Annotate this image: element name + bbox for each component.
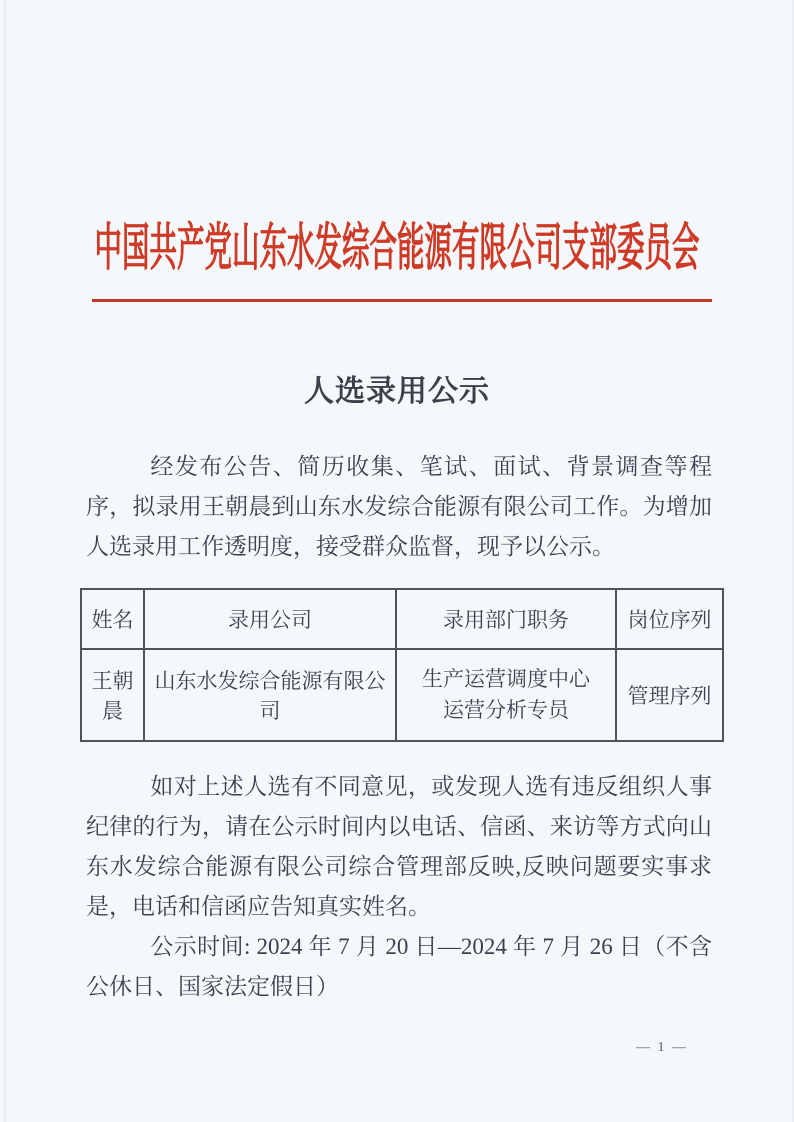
letterhead-divider — [92, 299, 712, 302]
candidate-table-body — [81, 649, 723, 741]
candidate-table — [80, 588, 724, 742]
cell-sequence: 管理序列 — [616, 649, 723, 741]
department-line: 生产运营调度中心 — [422, 667, 590, 691]
header-name: 姓名 — [81, 589, 144, 649]
publicity-period-paragraph: 公示时间: 2024 年 7 月 20 日—2024 年 7 月 26 日（不含公休日、国家法定假日） — [86, 934, 712, 999]
cell-department-position — [396, 649, 616, 741]
cell-name: 王朝晨 — [81, 649, 144, 741]
table-header-row — [81, 589, 723, 649]
header-position-sequence: 岗位序列 — [616, 589, 723, 649]
cell-company: 山东水发综合能源有限公司 — [144, 649, 396, 741]
header-company: 录用公司 — [144, 589, 396, 649]
position-line: 运营分析专员 — [443, 698, 569, 722]
letterhead-title: 中国共产党山东水发综合能源有限公司支部委员会 — [94, 218, 700, 277]
objection-paragraph: 如对上述人选有不同意见，或发现人选有违反组织人事纪律的行为，请在公示时间内以电话、信函、来访等方式向山东水发综合能源有限公司综合管理部反映,反映问题要实事求是，电话和信函应告知真实姓名。 — [86, 774, 712, 919]
lower-text-block — [86, 767, 712, 1007]
page-number: — 1 — — [636, 1040, 688, 1055]
intro-paragraph: 经发布公告、简历收集、笔试、面试、背景调查等程序，拟录用王朝晨到山东水发综合能源有限公司工作。为增加人选录用工作透明度，接受群众监督，现予以公示。 — [86, 454, 712, 559]
header-department-position: 录用部门职务 — [396, 589, 616, 649]
document-title: 人选录用公示 — [304, 375, 490, 408]
candidate-table-header — [81, 589, 723, 649]
table-row — [81, 649, 723, 741]
